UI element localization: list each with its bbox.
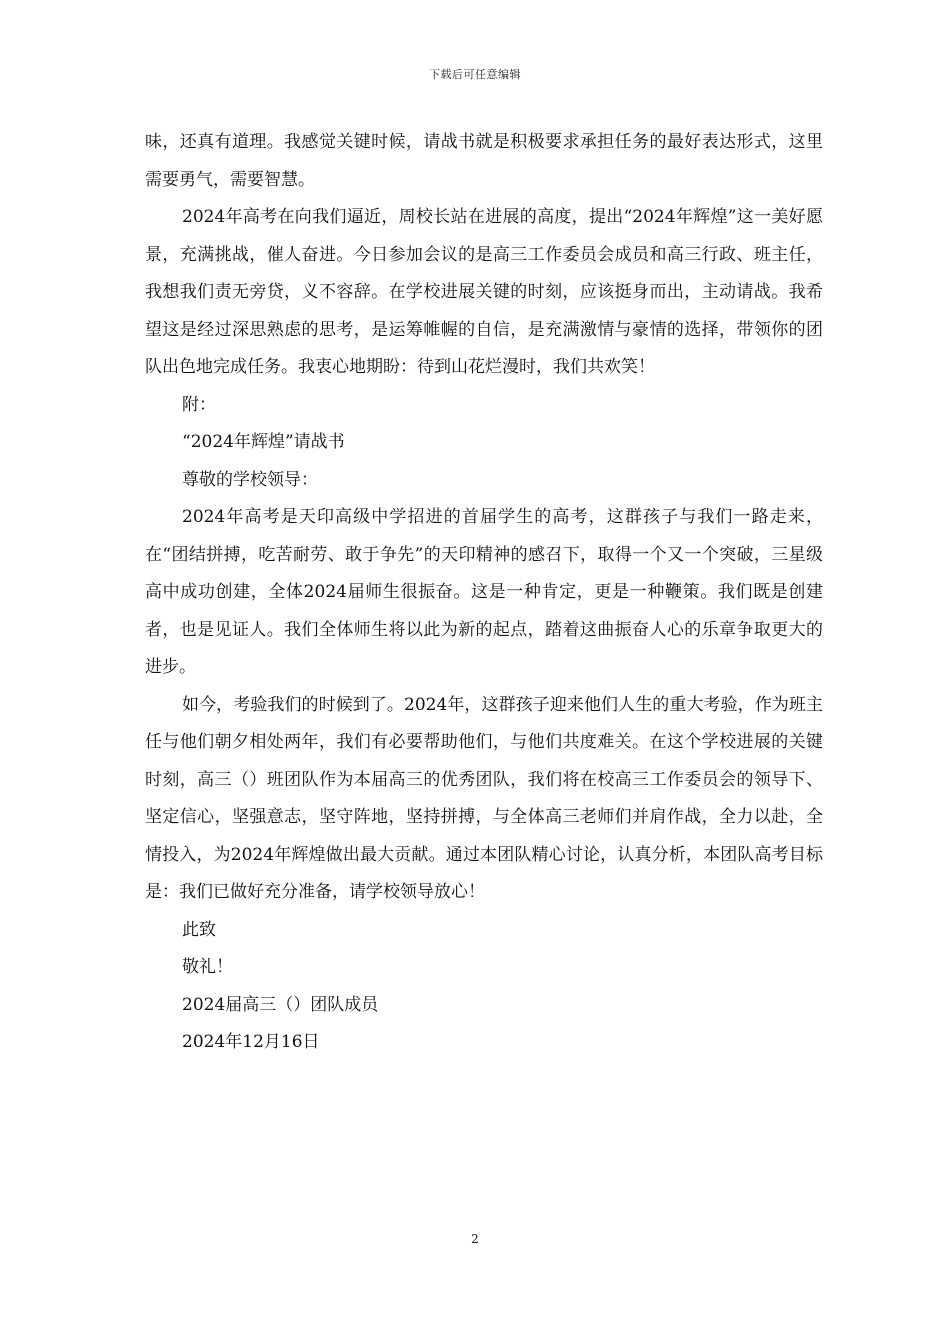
signature-team: 2024届高三（）团队成员 [182,994,379,1015]
paragraph-exam-approach: 2024年高考在向我们逼近，周校长站在进展的高度，提出“2024年辉煌”这一美好愿景，充满挑战，催人奋进。今日参加会议的是高三工作委员会成员和高三行政、班主任，我想我们责无旁贷，义不容辞。在学校进展关键的时刻，应该挺身而出，主动请战。我希望这是经过深思熟虑的思考，是运筹帷幄的自信，是充满激情与豪情的选择，带领你的团队出色地完成任务。我衷心地期盼：待到山花烂漫时，我们共欢笑！ [145,207,823,377]
page-number: 2 [471,1232,479,1246]
appendix-label: 附： [182,394,216,415]
salutation: 尊敬的学校领导： [182,469,318,490]
petition-title: “2024年辉煌”请战书 [182,432,345,452]
closing-jingli: 敬礼！ [182,957,233,977]
paragraph-continuation: 味，还真有道理。我感觉关键时候，请战书就是积极要求承担任务的最好表达形式，这里需要勇气，需要智慧。 [145,132,823,190]
signature-date: 2024年12月16日 [182,1032,320,1052]
closing-cizhi: 此致 [182,919,216,940]
paragraph-school-history: 2024年高考是天印高级中学招进的首届学生的高考，这群孩子与我们一路走来，在“团结拼搏，吃苦耐劳、敢于争先”的天印精神的感召下，取得一个又一个突破，三星级高中成功创建，全体2024届师生很振奋。这是一种肯定，更是一种鞭策。我们既是创建者，也是见证人。我们全体师生将以此为新的起点，踏着这曲振奋人心的乐章争取更大的进步。 [145,507,823,677]
document-body [145,124,823,1062]
page-header: 下载后可任意编辑 [429,68,521,81]
paragraph-commitment: 如今，考验我们的时候到了。2024年，这群孩子迎来他们人生的重大考验，作为班主任与他们朝夕相处两年，我们有必要帮助他们，与他们共度难关。在这个学校进展的关键时刻，高三（）班团队作为本届高三的优秀团队，我们将在校高三工作委员会的领导下、坚定信心，坚强意志，坚守阵地，坚持拼搏，与全体高三老师们并肩作战，全力以赴，全情投入，为2024年辉煌做出最大贡献。通过本团队精心讨论，认真分析，本团队高考目标是：我们已做好充分准备，请学校领导放心！ [145,694,823,902]
